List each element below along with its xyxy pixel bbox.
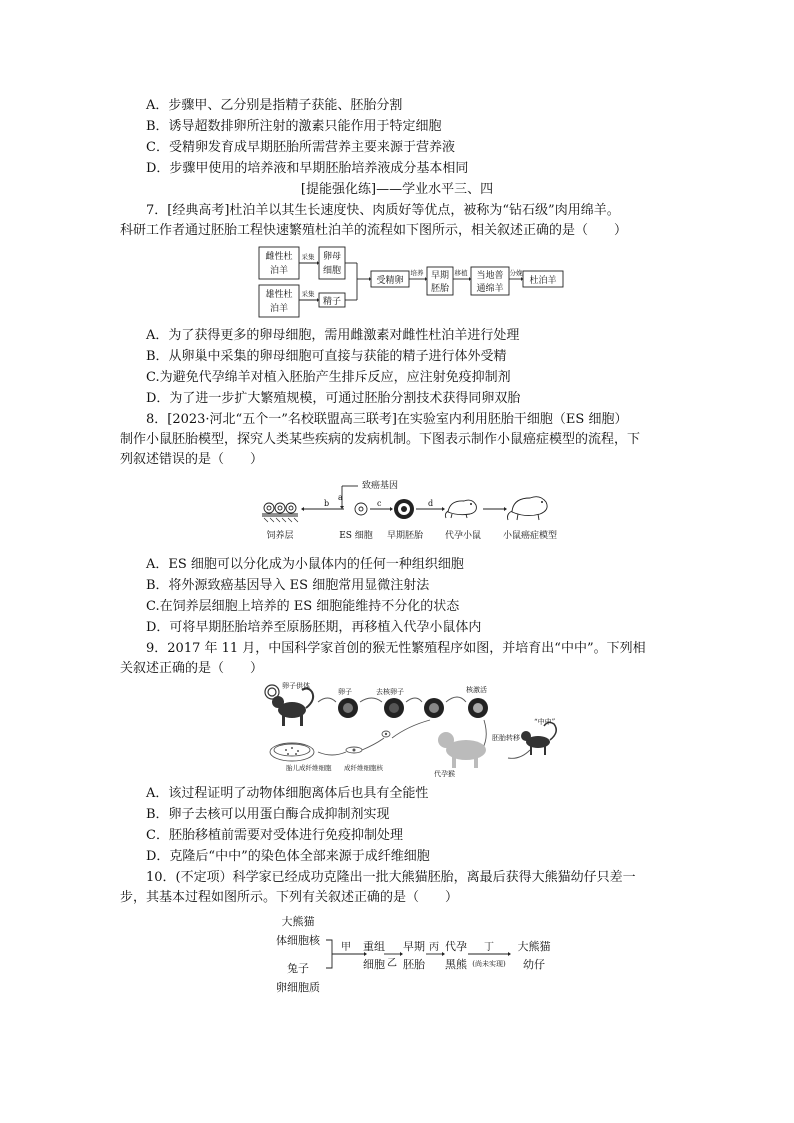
q7-local-label-1: 当地普 [476,271,504,281]
q9-stem-line1: 9．2017 年 11 月，中国科学家首创的猴无性繁殖程序如图，并培育出“中中”。下列相 [146,641,646,656]
q8-option-b: B．将外源致癌基因导入 ES 细胞常用显微注射法 [146,578,430,593]
q9-egg-label: 卵子 [338,688,352,696]
q7-collect-label-2: 采集 [301,290,315,298]
q8-embryo-label: 早期胚胎 [386,531,424,541]
q10-early-label-1: 早期 [403,940,425,953]
q10-flowchart [270,910,570,1000]
q9-donor-monkey [272,696,306,726]
q7-local-label-2: 通绵羊 [476,284,504,294]
q7-collect-label-1: 采集 [301,253,315,261]
q9-transfer-label: 胚胎转移 [492,734,520,742]
q8-step-d: d [428,499,434,508]
q7-stem-line2: 科研工作者通过胚胎工程快速繁殖杜泊羊的流程如下图所示，相关叙述正确的是（ ） [120,223,628,238]
q8-option-d: D．可将早期胚胎培养至原肠胚期，再移植入代孕小鼠体内 [146,620,482,635]
q8-es-label: ES 细胞 [339,531,373,541]
q7-female-label-2: 泊羊 [269,266,289,276]
q10-stem-line2: 步，其基本过程如图所示。下列有关叙述正确的是（ ） [120,890,459,905]
q7-result-label: 杜泊羊 [529,276,557,286]
q10-rabbit-label-2: 卵细胞质 [276,981,320,994]
q10-cub-label-1: 大熊猫 [517,940,551,953]
q9-stem-line2: 关叙述正确的是（ ） [120,661,264,676]
q7-transfer-label: 移植 [454,269,468,277]
q8-step-b: b [324,499,330,508]
q10-recon-label-1: 重组 [363,940,385,953]
q9-option-c: C．胚胎移植前需要对受体进行免疫抑制处理 [146,828,403,843]
q9-activation-label: 核激活 [466,686,487,694]
q9-donor-label: 卵子供体 [282,682,310,690]
q10-rabbit-label-1: 兔子 [287,962,309,975]
q6-option-a: A．步骤甲、乙分别是指精子获能、胚胎分割 [146,98,403,113]
q8-surrogate-label: 代孕小鼠 [444,531,482,541]
q7-birth-label: 分娩 [509,269,523,277]
q7-female-label-1: 雌性杜 [265,252,293,262]
q10-step-bing: 丙 [429,942,439,953]
q10-early-label-2: 胚胎 [403,958,425,971]
q7-zygote-label: 受精卵 [376,276,404,286]
q9-flowchart [258,680,568,780]
q6-option-b: B．诱导超数排卵所注射的激素只能作用于特定细胞 [146,119,442,134]
q6-option-d: D．步骤甲使用的培养液和早期胚胎培养液成分基本相同 [146,161,469,176]
q7-culture-label: 培养 [410,269,424,277]
q7-option-b: B．从卵巢中采集的卵母细胞可直接与获能的精子进行体外受精 [146,349,507,364]
q7-early-label-2: 胚胎 [430,284,450,294]
q10-cub-label-2: 幼仔 [523,958,545,971]
q7-male-label-1: 雄性杜 [265,290,293,300]
q9-enucleated-label: 去核卵子 [376,688,404,696]
q10-stem-line1: 10．(不定项）科学家已经成功克隆出一批大熊猫胚胎，离最后获得大熊猫幼仔只差一 [146,870,636,885]
q9-surrogate-label: 代孕猴 [434,770,455,778]
q9-option-b: B．卵子去核可以用蛋白酶合成抑制剂实现 [146,807,390,822]
q8-stem-line3: 列叙述错误的是（ ） [120,452,264,467]
q7-flowchart [255,243,585,319]
q9-nucleus-label: 成纤维细胞核 [344,764,383,772]
q10-not-yet-label: (尚未实现) [472,960,506,968]
q8-feeder-label: 饲养层 [266,531,294,541]
q8-option-c: C.在饲养层细胞上培养的 ES 细胞能维持不分化的状态 [146,599,460,614]
q9-clone-monkey [521,731,550,755]
q7-sperm-label: 精子 [322,297,342,307]
q8-flowchart [258,474,568,546]
q7-oocyte-label-1: 卵母 [322,252,342,262]
q9-name-label: “中中” [534,718,556,726]
q9-surrogate-monkey [438,732,486,768]
q8-stem-line2: 制作小鼠胚胎模型，探究人类某些疾病的发病机制。下图表示制作小鼠癌症模型的流程，下 [120,432,641,447]
q7-early-label-1: 早期 [430,271,450,281]
q6-option-c: C．受精卵发育成早期胚胎所需营养主要来源于营养液 [146,140,455,155]
q10-panda-label-2: 体细胞核 [276,934,320,947]
q8-step-a: a [338,493,343,502]
q10-surrogate-label-1: 代孕 [445,940,467,953]
q10-surrogate-label-2: 黑熊 [445,958,467,971]
q9-fibroblast-label: 胎儿成纤维细胞 [286,764,332,772]
q7-option-c: C.为避免代孕绵羊对植入胚胎产生排斥反应，应注射免疫抑制剂 [146,370,511,385]
q10-recon-label-2: 细胞 [363,958,385,971]
q7-option-a: A．为了获得更多的卵母细胞，需用雌激素对雌性杜泊羊进行处理 [146,328,520,343]
q10-step-ding: 丁 [484,942,494,953]
q9-option-a: A．该过程证明了动物体细胞离体后也具有全能性 [146,786,429,801]
q7-option-d: D．为了进一步扩大繁殖规模，可通过胚胎分割技术获得同卵双胎 [146,391,521,406]
q8-option-a: A．ES 细胞可以分化成为小鼠体内的任何一种组织细胞 [146,557,464,572]
q8-gene-label: 致癌基因 [362,481,399,491]
q10-panda-label-1: 大熊猫 [281,915,315,928]
q9-option-d: D．克隆后“中中”的染色体全部来源于成纤维细胞 [146,849,430,864]
q10-step-jia: 甲 [341,942,351,953]
q10-step-yi: 乙 [387,958,397,969]
q8-step-c: c [377,499,382,508]
q7-male-label-2: 泊羊 [269,304,289,314]
q7-stem-line1: 7．[经典高考]杜泊羊以其生长速度快、肉质好等优点，被称为“钻石级”肉用绵羊。 [146,203,620,218]
section-title: [提能强化练]——学业水平三、四 [300,182,494,197]
q8-model-label: 小鼠癌症模型 [502,531,558,541]
q7-oocyte-label-2: 细胞 [322,266,342,276]
q8-stem-line1: 8．[2023·河北“五个一”名校联盟高三联考]在实验室内利用胚胎干细胞（ES 细胞） [146,412,628,427]
